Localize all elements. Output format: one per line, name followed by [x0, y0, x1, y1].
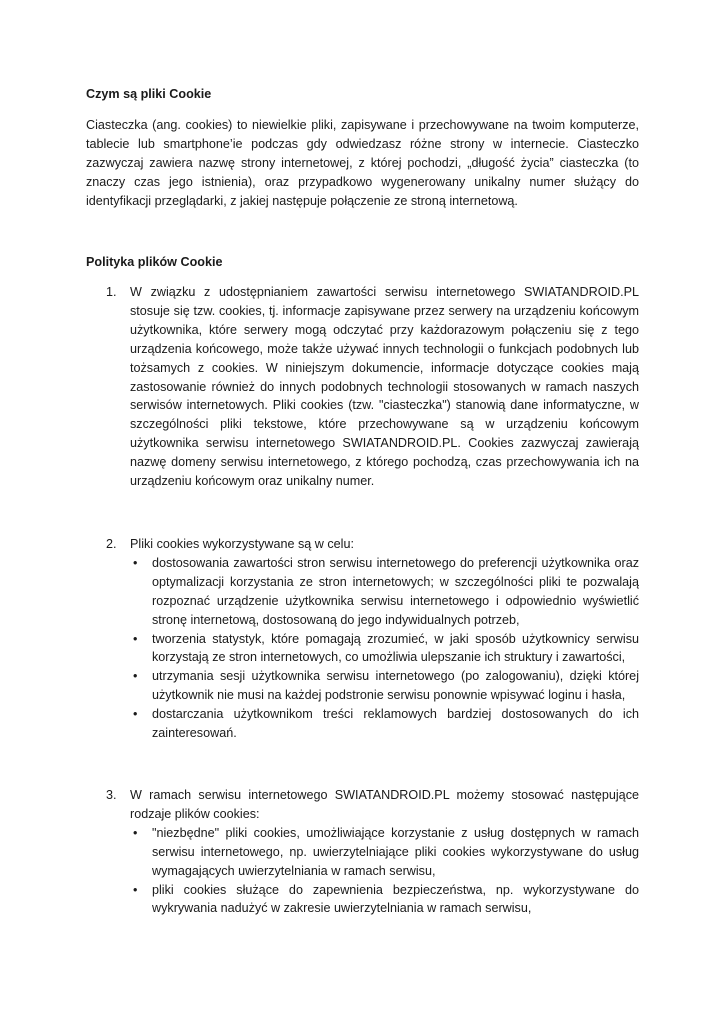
policy-item-1 [86, 283, 639, 491]
bullet-text: tworzenia statystyk, które pomagają zrozumieć, w jaki sposób użytkownicy serwisu korzystają ze stron internetowych, co umożliwia ulepszanie ich struktury i zawartości, [152, 631, 639, 665]
section-what-are-cookies [86, 85, 639, 210]
bullet-item [130, 554, 639, 630]
bullet-item [130, 705, 639, 743]
list-item [86, 786, 639, 918]
item-text: Pliki cookies wykorzystywane są w celu: [130, 537, 354, 551]
section-title: Czym są pliki Cookie [86, 87, 212, 101]
bullet-text: pliki cookies służące do zapewnienia bezpieczeństwa, np. wykorzystywane do wykrywania nadużyć w zakresie uwierzytelniania w ramach serwisu, [152, 882, 639, 916]
intro-paragraph: Ciasteczka (ang. cookies) to niewielkie pliki, zapisywane i przechowywane na twoim komputerze, tablecie lub smartphone’ie podczas gdy odwiedzasz różne strony w internecie. Ciasteczko zazwyczaj zawiera nazwę strony internetowej, z której pochodzi, „długość życia” ciasteczka (to znaczy czas jego istnienia), oraz przypadkowo wygenerowany unikalny numer służący do identyfikacji przeglądarki, z jakiej następuje połączenie ze stroną internetową. [86, 117, 639, 208]
item-text: W związku z udostępnianiem zawartości serwisu internetowego SWIATANDROID.PL stosuje się tzw. cookies, tj. informacje zapisywane przez serwery na urządzeniu końcowym użytkownika, które serwery mogą odczytać przy każdorazowym połączeniu się z tego urządzenia końcowego, może także używać innych technologii o funkcjach podobnych lub tożsamych z cookies. W niniejszym dokumencie, informacje dotyczące cookies mają zastosowanie również do innych podobnych technologii stosowanych w ramach naszych serwisów internetowych. Pliki cookies (tzw. "ciasteczka") stanowią dane informatyczne, w szczególności pliki tekstowe, które przechowywane są w urządzeniu końcowym użytkownika serwisu internetowego SWIATANDROID.PL. Cookies zazwyczaj zawierają nazwę domeny serwisu internetowego, z którego pochodzą, czas przechowywania ich na urządzeniu końcowym oraz unikalny numer. [130, 285, 639, 489]
bullet-text: dostarczania użytkownikom treści reklamowych bardziej dostosowanych do ich zainteresowań. [152, 707, 639, 741]
list-item [86, 283, 639, 491]
item-number: 3. [106, 788, 117, 802]
section-title: Polityka plików Cookie [86, 255, 223, 269]
bullet-icon: • [133, 882, 138, 897]
bullet-text: utrzymania sesji użytkownika serwisu internetowego (po zalogowaniu), dzięki której użytkownik nie musi na każdej podstronie serwisu ponownie wpisywać loginu i hasła, [152, 669, 639, 703]
bullet-text: "niezbędne" pliki cookies, umożliwiające korzystanie z usług dostępnych w ramach serwisu internetowego, np. uwierzytelniające pliki cookies wykorzystywane do usług wymagających uwierzytelniania w ramach serwisu, [152, 825, 639, 878]
bullet-list [130, 554, 639, 743]
bullet-item [130, 630, 639, 668]
bullet-icon: • [133, 555, 138, 570]
item-text: W ramach serwisu internetowego SWIATANDROID.PL możemy stosować następujące rodzaje plików cookies: [130, 788, 639, 821]
item-number: 2. [106, 537, 117, 551]
bullet-icon: • [133, 669, 138, 684]
policy-item-3 [86, 786, 639, 918]
bullet-item [130, 667, 639, 705]
bullet-list [130, 824, 639, 919]
bullet-text: dostosowania zawartości stron serwisu internetowego do preferencji użytkownika oraz optymalizacji korzystania ze stron internetowych; w szczególności pliki te pozwalają rozpoznać urządzenie użytkownika serwisu internetowego i odpowiednio wyświetlić stronę internetową, dostosowaną do jego indywidualnych potrzeb, [152, 555, 639, 627]
list-item [86, 535, 639, 743]
item-number: 1. [106, 285, 117, 299]
section-cookie-policy-title [86, 253, 639, 272]
bullet-item [130, 824, 639, 881]
bullet-item [130, 881, 639, 919]
bullet-icon: • [133, 631, 138, 646]
bullet-icon: • [133, 707, 138, 722]
bullet-icon: • [133, 825, 138, 840]
policy-item-2 [86, 535, 639, 743]
